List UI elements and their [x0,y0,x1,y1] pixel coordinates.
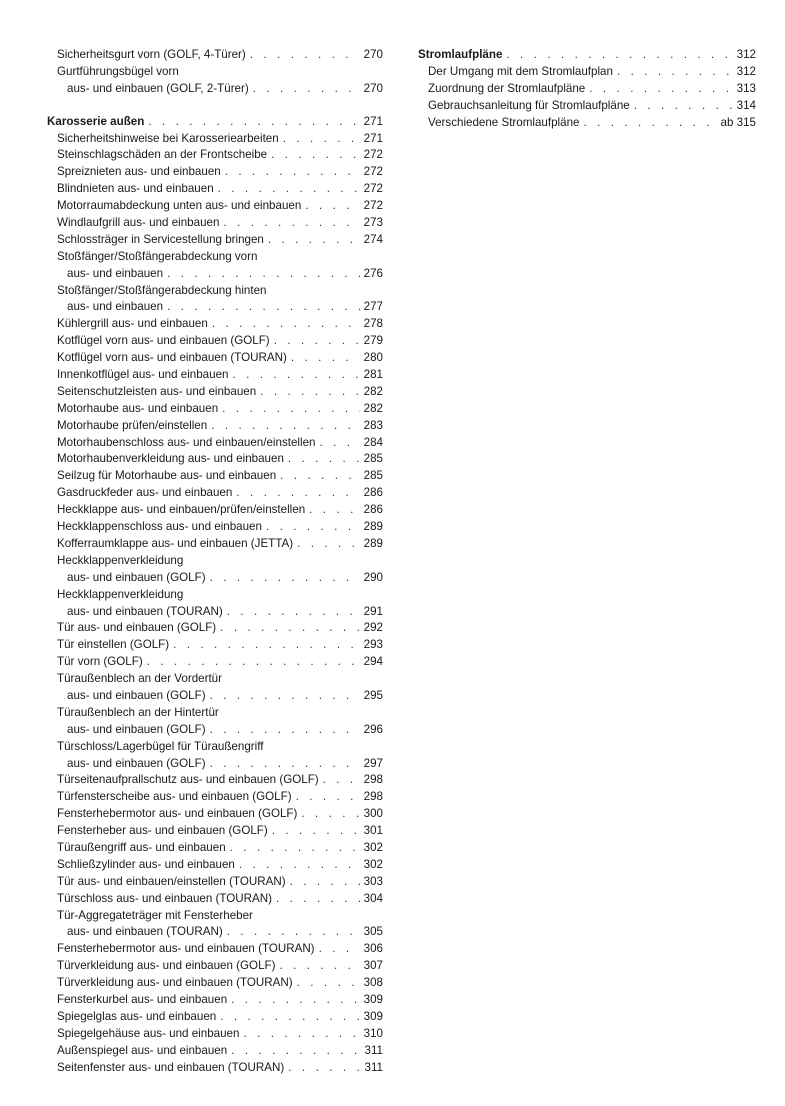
dot-leader [227,1043,360,1060]
toc-page-number: 289 [363,536,383,550]
toc-entry-title: aus- und einbauen (GOLF) [67,688,206,702]
toc-entry-title: Außenspiegel aus- und einbauen [57,1043,228,1057]
toc-page-number: 298 [363,773,383,787]
dot-leader [223,924,360,941]
toc-entry [47,131,383,148]
toc-entry-title: aus- und einbauen [67,300,164,314]
dot-leader [502,47,732,64]
dot-leader [206,570,360,587]
toc-entry [47,958,383,975]
dot-leader [246,47,360,64]
toc-entry [47,671,383,688]
dot-leader [287,350,360,367]
toc-entry-title: Motorraumabdeckung unten aus- und einbauen [57,199,302,213]
toc-entry [47,891,383,908]
dot-leader [144,114,359,131]
toc-entry [47,198,383,215]
toc-entry [47,215,383,232]
toc-entry-title: aus- und einbauen (GOLF) [67,756,206,770]
toc-page-number: 276 [363,266,383,280]
dot-leader [216,620,359,637]
toc-entry [47,232,383,249]
toc-entry-title: Türschloss/Lagerbügel für Türaußengriff [57,739,264,753]
toc-entry-title: Innenkotflügel aus- und einbauen [57,368,229,382]
toc-entry-title: Sicherheitsgurt vorn (GOLF, 4-Türer) [57,48,246,61]
dot-leader [315,941,360,958]
toc-entry [47,181,383,198]
toc-entry [47,688,383,705]
dot-leader [208,316,360,333]
toc-page-number: 272 [363,165,383,179]
toc-page-number: 285 [363,452,383,466]
toc-entry-title: Stromlaufpläne [418,48,503,61]
toc-entry [47,1026,383,1043]
toc-page-number: 309 [363,992,383,1006]
toc-page-number: 271 [363,114,383,128]
toc-entry-title: aus- und einbauen (GOLF) [67,722,206,736]
toc-entry [47,1060,383,1077]
dot-leader [293,975,360,992]
dot-leader [227,992,360,1009]
toc-page-number: 313 [736,81,756,95]
dot-leader [228,367,359,384]
toc-page-number: 289 [363,520,383,534]
toc-entry-title: Verschiedene Stromlaufpläne [428,115,580,129]
toc-page-number: 283 [363,418,383,432]
toc-entry-title: Motorhaube prüfen/einstellen [57,418,208,432]
dot-leader [279,131,360,148]
toc-page-number: 274 [363,232,383,246]
toc-page-number: 310 [363,1026,383,1040]
dot-leader [319,772,360,789]
toc-entry-title: Tür einstellen (GOLF) [57,638,170,652]
toc-page-number: 285 [363,469,383,483]
toc-entry [47,941,383,958]
toc-entry-title: Türaußenblech an der Hintertür [57,705,219,719]
toc-entry [47,874,383,891]
dot-leader [275,958,359,975]
dot-leader [284,451,360,468]
toc-entry-title: Seilzug für Motorhaube aus- und einbauen [57,469,277,483]
toc-page-number: 296 [363,722,383,736]
toc-page-number: 270 [363,81,383,95]
toc-page-number: 286 [363,503,383,517]
toc-page-number: 307 [363,959,383,973]
toc-entry-title: Heckklappe aus- und einbauen/prüfen/einstellen [57,503,306,517]
toc-entry [47,299,383,316]
toc-page-number: 302 [363,840,383,854]
toc-entry [47,367,383,384]
toc-entry [418,81,756,98]
dot-leader [297,806,359,823]
toc-entry [47,451,383,468]
toc-entry-title: aus- und einbauen (TOURAN) [67,604,223,618]
toc-entry-title: Kofferraumklappe aus- und einbauen (JETTA) [57,536,294,550]
toc-entry [47,316,383,333]
toc-entry-title: Türfensterscheibe aus- und einbauen (GOLF) [57,790,292,804]
dot-leader [216,1009,359,1026]
toc-entry-title: Spiegelgehäuse aus- und einbauen [57,1026,240,1040]
dot-leader [301,198,359,215]
toc-entry [47,350,383,367]
toc-entry [47,806,383,823]
toc-entry-title: Tür vorn (GOLF) [57,655,143,669]
toc-page-number: 304 [363,891,383,905]
toc-right-column [418,47,756,131]
toc-entry [47,857,383,874]
toc-entry-title: Fensterhebermotor aus- und einbauen (GOLF) [57,807,298,821]
toc-entry-title: Heckklappenverkleidung [57,553,184,567]
toc-page-number: 311 [364,1060,383,1074]
toc-page-number: 309 [363,1009,383,1023]
dot-leader [270,333,360,350]
toc-page-number: 293 [363,638,383,652]
toc-entry-title: Seitenfenster aus- und einbauen (TOURAN) [57,1060,285,1074]
toc-entry-title: Türschloss aus- und einbauen (TOURAN) [57,891,273,905]
dot-leader [207,418,359,435]
toc-section-heading [47,114,383,131]
toc-entry [47,1043,383,1060]
dot-leader [163,266,360,283]
toc-page-number: 302 [363,857,383,871]
toc-entry-title: Sicherheitshinweise bei Karosseriearbeiten [57,131,279,145]
toc-entry [47,772,383,789]
toc-entry-title: Heckklappenschloss aus- und einbauen [57,520,262,534]
dot-leader [284,1060,360,1077]
toc-page-number: 291 [363,604,383,618]
toc-entry-title: Fensterheber aus- und einbauen (GOLF) [57,824,268,838]
dot-leader [305,502,360,519]
dot-leader [256,384,359,401]
toc-entry [47,823,383,840]
toc-page-number: 311 [364,1043,383,1057]
toc-page-number: 280 [363,351,383,365]
toc-entry-title: Kotflügel vorn aus- und einbauen (TOURAN) [57,351,287,365]
toc-entry [47,654,383,671]
toc-entry-title: Steinschlagschäden an der Frontscheibe [57,148,268,162]
toc-entry [47,401,383,418]
dot-leader [232,485,359,502]
toc-page-number: 295 [363,688,383,702]
dot-leader [143,654,360,671]
toc-entry [47,553,383,570]
dot-leader [249,81,360,98]
toc-entry-title: Heckklappenverkleidung [57,587,184,601]
toc-entry [47,266,383,283]
toc-page-number: 290 [363,570,383,584]
toc-entry [47,975,383,992]
toc-entry-title: Stoßfänger/Stoßfängerabdeckung vorn [57,249,258,263]
dot-leader [264,232,360,249]
toc-entry-title: Fensterkurbel aus- und einbauen [57,992,228,1006]
toc-page-number: ab 315 [720,115,756,129]
toc-page-number: 282 [363,384,383,398]
toc-entry-title: Türverkleidung aus- und einbauen (GOLF) [57,959,276,973]
toc-entry [47,147,383,164]
dot-leader [613,64,733,81]
toc-page-number: 271 [363,131,383,145]
toc-entry [47,620,383,637]
dot-leader [218,401,360,418]
toc-page-number: 270 [363,48,383,61]
toc-page-number: 272 [363,182,383,196]
toc-entry [47,435,383,452]
toc-page-number: 278 [363,317,383,331]
toc-page-number: 277 [363,300,383,314]
dot-leader [235,857,360,874]
dot-leader [226,840,360,857]
toc-entry-title: Gebrauchsanleitung für Stromlaufpläne [428,98,630,112]
toc-entry [47,164,383,181]
toc-page-number: 292 [363,621,383,635]
toc-entry [47,536,383,553]
toc-page-number: 312 [736,48,756,61]
toc-page-number: 272 [363,199,383,213]
toc-entry-title: Gasdruckfeder aus- und einbauen [57,486,233,500]
toc-entry [418,64,756,81]
toc-entry [47,992,383,1009]
toc-entry-title: Türaußengriff aus- und einbauen [57,840,226,854]
dot-leader [272,891,360,908]
dot-leader [286,874,360,891]
toc-page-number: 284 [363,435,383,449]
dot-leader [315,435,359,452]
toc-page-number: 272 [363,148,383,162]
dot-leader [585,81,732,98]
toc-page-number: 298 [363,790,383,804]
toc-page-number: 306 [363,942,383,956]
toc-entry [47,637,383,654]
toc-entry [47,587,383,604]
dot-leader [276,468,360,485]
dot-leader [221,164,360,181]
toc-entry-title: Schlossträger in Servicestellung bringen [57,232,264,246]
toc-entry [47,519,383,536]
toc-entry-title: Türaußenblech an der Vordertür [57,672,222,686]
toc-entry-title: Fensterhebermotor aus- und einbauen (TOURAN) [57,942,315,956]
dot-leader [206,722,360,739]
dot-leader [267,147,360,164]
toc-entry [47,283,383,300]
toc-page-number: 303 [363,874,383,888]
dot-leader [262,519,360,536]
toc-entry [47,418,383,435]
toc-entry [47,1009,383,1026]
toc-entry-title: Motorhaubenschloss aus- und einbauen/einstellen [57,435,316,449]
toc-entry [47,705,383,722]
toc-entry-title: Türseitenaufprallschutz aus- und einbauen (GOLF) [57,773,319,787]
toc-entry [47,570,383,587]
toc-entry-title: Tür aus- und einbauen (GOLF) [57,621,217,635]
dot-leader [206,688,360,705]
toc-entry [47,47,383,64]
toc-entry-title: Zuordnung der Stromlaufpläne [428,81,586,95]
toc-entry [47,908,383,925]
toc-entry-title: Windlaufgrill aus- und einbauen [57,216,220,230]
toc-entry [47,384,383,401]
toc-entry-title: Türverkleidung aus- und einbauen (TOURAN) [57,976,293,990]
toc-entry-title: Motorhaubenverkleidung aus- und einbauen [57,452,284,466]
toc-entry-title: Stoßfänger/Stoßfängerabdeckung hinten [57,283,267,297]
toc-entry-title: Tür-Aggregateträger mit Fensterheber [57,908,253,922]
toc-entry [47,81,383,98]
toc-entry-title: Schließzylinder aus- und einbauen [57,857,235,871]
toc-page-number: 314 [736,98,756,112]
dot-leader [292,789,360,806]
toc-page-number: 273 [363,216,383,230]
toc-page-number: 312 [736,64,756,78]
toc-entry [47,249,383,266]
toc-entry-title: Gurtführungsbügel vorn [57,64,179,78]
toc-page-number: 286 [363,486,383,500]
toc-entry-title: aus- und einbauen (GOLF) [67,570,206,584]
toc-entry-title: Karosserie außen [47,114,145,128]
toc-page-number: 308 [363,976,383,990]
toc-entry-title: Kotflügel vorn aus- und einbauen (GOLF) [57,334,270,348]
dot-leader [630,98,733,115]
toc-entry [47,485,383,502]
toc-entry-title: aus- und einbauen [67,266,164,280]
toc-entry [418,115,756,132]
dot-leader [163,299,360,316]
toc-entry [418,98,756,115]
toc-entry-title: Spreiznieten aus- und einbauen [57,165,221,179]
dot-leader [223,604,360,621]
toc-page-number: 279 [363,334,383,348]
toc-page-number: 301 [363,824,383,838]
dot-leader [169,637,360,654]
toc-entry [47,333,383,350]
toc-entry-title: Der Umgang mit dem Stromlaufplan [428,64,613,78]
toc-page-number: 294 [363,655,383,669]
toc-entry-title: Tür aus- und einbauen/einstellen (TOURAN) [57,874,286,888]
toc-entry [47,604,383,621]
toc-entry-title: Motorhaube aus- und einbauen [57,401,219,415]
toc-entry [47,789,383,806]
toc-entry [47,64,383,81]
toc-entry-title: aus- und einbauen (TOURAN) [67,925,223,939]
dot-leader [293,536,360,553]
toc-page-number: 282 [363,401,383,415]
toc-entry [47,722,383,739]
toc-entry [47,502,383,519]
toc-entry [47,739,383,756]
toc-entry [47,924,383,941]
dot-leader [206,756,360,773]
dot-leader [239,1026,359,1043]
toc-entry-title: aus- und einbauen (GOLF, 2-Türer) [67,81,249,95]
dot-leader [579,115,716,132]
toc-section-heading [418,47,756,64]
toc-page-number: 300 [363,807,383,821]
toc-entry [47,840,383,857]
toc-page-number: 297 [363,756,383,770]
toc-entry [47,756,383,773]
toc-left-column [47,47,383,1076]
dot-leader [214,181,360,198]
toc-entry-title: Kühlergrill aus- und einbauen [57,317,208,331]
toc-entry-title: Seitenschutzleisten aus- und einbauen [57,384,257,398]
toc-entry-title: Blindnieten aus- und einbauen [57,182,214,196]
toc-entry [47,468,383,485]
dot-leader [268,823,360,840]
toc-page-number: 281 [363,368,383,382]
toc-page-number: 305 [363,925,383,939]
toc-entry-title: Spiegelglas aus- und einbauen [57,1009,217,1023]
dot-leader [219,215,359,232]
